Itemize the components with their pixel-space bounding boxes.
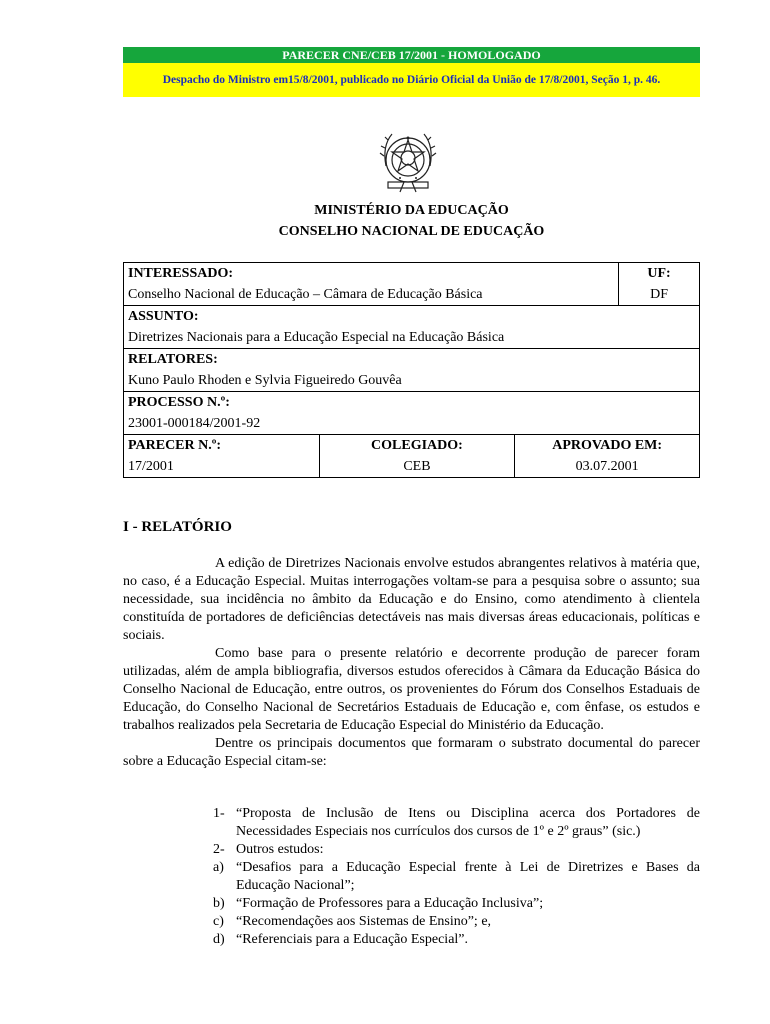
list-text: “Desafios para a Educação Especial frente à Lei de Diretrizes e Bases da Educação Nacional”; xyxy=(236,860,700,893)
report-paragraph: A edição de Diretrizes Nacionais envolve estudos abrangentes relativos à matéria que, no caso, é a Educação Especial. Muitas interrogações voltam-se para a pesquisa sobre o assunto; sua necessidade, sua incidência no âmbito da Educação e do Ensino, como atendimento à clientela constituída de portadores de deficiências detectáveis nas mais diversas áreas educacionais, políticas e sociais. xyxy=(123,556,700,643)
list-text: Outros estudos: xyxy=(236,842,324,857)
list-marker: c) xyxy=(213,914,224,929)
list-marker: a) xyxy=(213,860,224,875)
parecer-cell xyxy=(124,435,320,478)
list-marker: d) xyxy=(213,932,225,947)
uf-value: DF xyxy=(650,287,668,302)
assunto-label: ASSUNTO: xyxy=(128,309,199,324)
colegiado-value: CEB xyxy=(403,459,431,474)
uf-cell xyxy=(619,263,700,306)
aprovado-value: 03.07.2001 xyxy=(575,459,639,474)
list-item xyxy=(213,913,700,931)
list-marker: b) xyxy=(213,896,225,911)
list-item xyxy=(213,859,700,895)
ministry-title: MINISTÉRIO DA EDUCAÇÃO xyxy=(314,203,509,218)
processo-label: PROCESSO N.º: xyxy=(128,395,230,410)
process-info-table xyxy=(123,262,700,478)
list-text: “Proposta de Inclusão de Itens ou Disciplina acerca dos Portadores de Necessidades Especiais nos currículos dos cursos de 1º e 2º graus” (sic.) xyxy=(236,806,700,839)
assunto-cell xyxy=(124,306,700,349)
colegiado-cell xyxy=(319,435,515,478)
list-text: “Formação de Professores para a Educação Inclusiva”; xyxy=(236,896,544,911)
processo-value: 23001-000184/2001-92 xyxy=(128,416,261,431)
homologation-banner xyxy=(123,47,700,109)
list-marker: 2- xyxy=(213,842,225,857)
uf-label: UF: xyxy=(647,266,671,281)
list-text: “Referenciais para a Educação Especial”. xyxy=(236,932,469,947)
banner-title: PARECER CNE/CEB 17/2001 - HOMOLOGADO xyxy=(123,47,700,63)
report-paragraph: Dentre os principais documentos que formaram o substrato documental do parecer sobre a Educação Especial citam-se: xyxy=(123,736,700,769)
interessado-label: INTERESSADO: xyxy=(128,266,234,281)
relatores-value: Kuno Paulo Rhoden e Sylvia Figueiredo Gouvêa xyxy=(128,373,402,388)
council-title: CONSELHO NACIONAL DE EDUCAÇÃO xyxy=(278,224,545,239)
coat-of-arms-icon xyxy=(378,126,438,198)
parecer-label: PARECER N.º: xyxy=(128,438,222,453)
assunto-value: Diretrizes Nacionais para a Educação Especial na Educação Básica xyxy=(128,330,505,345)
list-item xyxy=(213,931,700,949)
document-list xyxy=(213,805,700,949)
relatores-cell xyxy=(124,349,700,392)
interessado-cell xyxy=(124,263,619,306)
interessado-value: Conselho Nacional de Educação – Câmara de Educação Básica xyxy=(128,287,483,302)
list-item xyxy=(213,841,700,859)
list-marker: 1- xyxy=(213,806,225,821)
processo-cell xyxy=(124,392,700,435)
aprovado-cell xyxy=(515,435,700,478)
report-paragraph: Como base para o presente relatório e decorrente produção de parecer foram utilizadas, além de ampla bibliografia, diversos estudos oferecidos à Câmara da Educação Básica do Conselho Nacional de Educação, entre outros, os provenientes do Fórum dos Conselhos Estaduais de Educação, do Conselho Nacional de Secretários Estaduais de Educação e, com ênfase, os estudos e trabalhos realizados pela Secretaria de Educação Especial do Ministério da Educação. xyxy=(123,646,700,733)
list-item xyxy=(213,805,700,841)
colegiado-label: COLEGIADO: xyxy=(371,438,463,453)
list-item xyxy=(213,895,700,913)
parecer-value: 17/2001 xyxy=(128,459,174,474)
banner-subtitle: Despacho do Ministro em15/8/2001, publicado no Diário Oficial da União de 17/8/2001, Seção 1, p. 46. xyxy=(123,63,700,97)
aprovado-label: APROVADO EM: xyxy=(552,438,663,453)
list-text: “Recomendações aos Sistemas de Ensino”; e, xyxy=(236,914,492,929)
report-title: I - RELATÓRIO xyxy=(123,519,232,535)
report-body xyxy=(123,555,700,771)
relatores-label: RELATORES: xyxy=(128,352,218,367)
